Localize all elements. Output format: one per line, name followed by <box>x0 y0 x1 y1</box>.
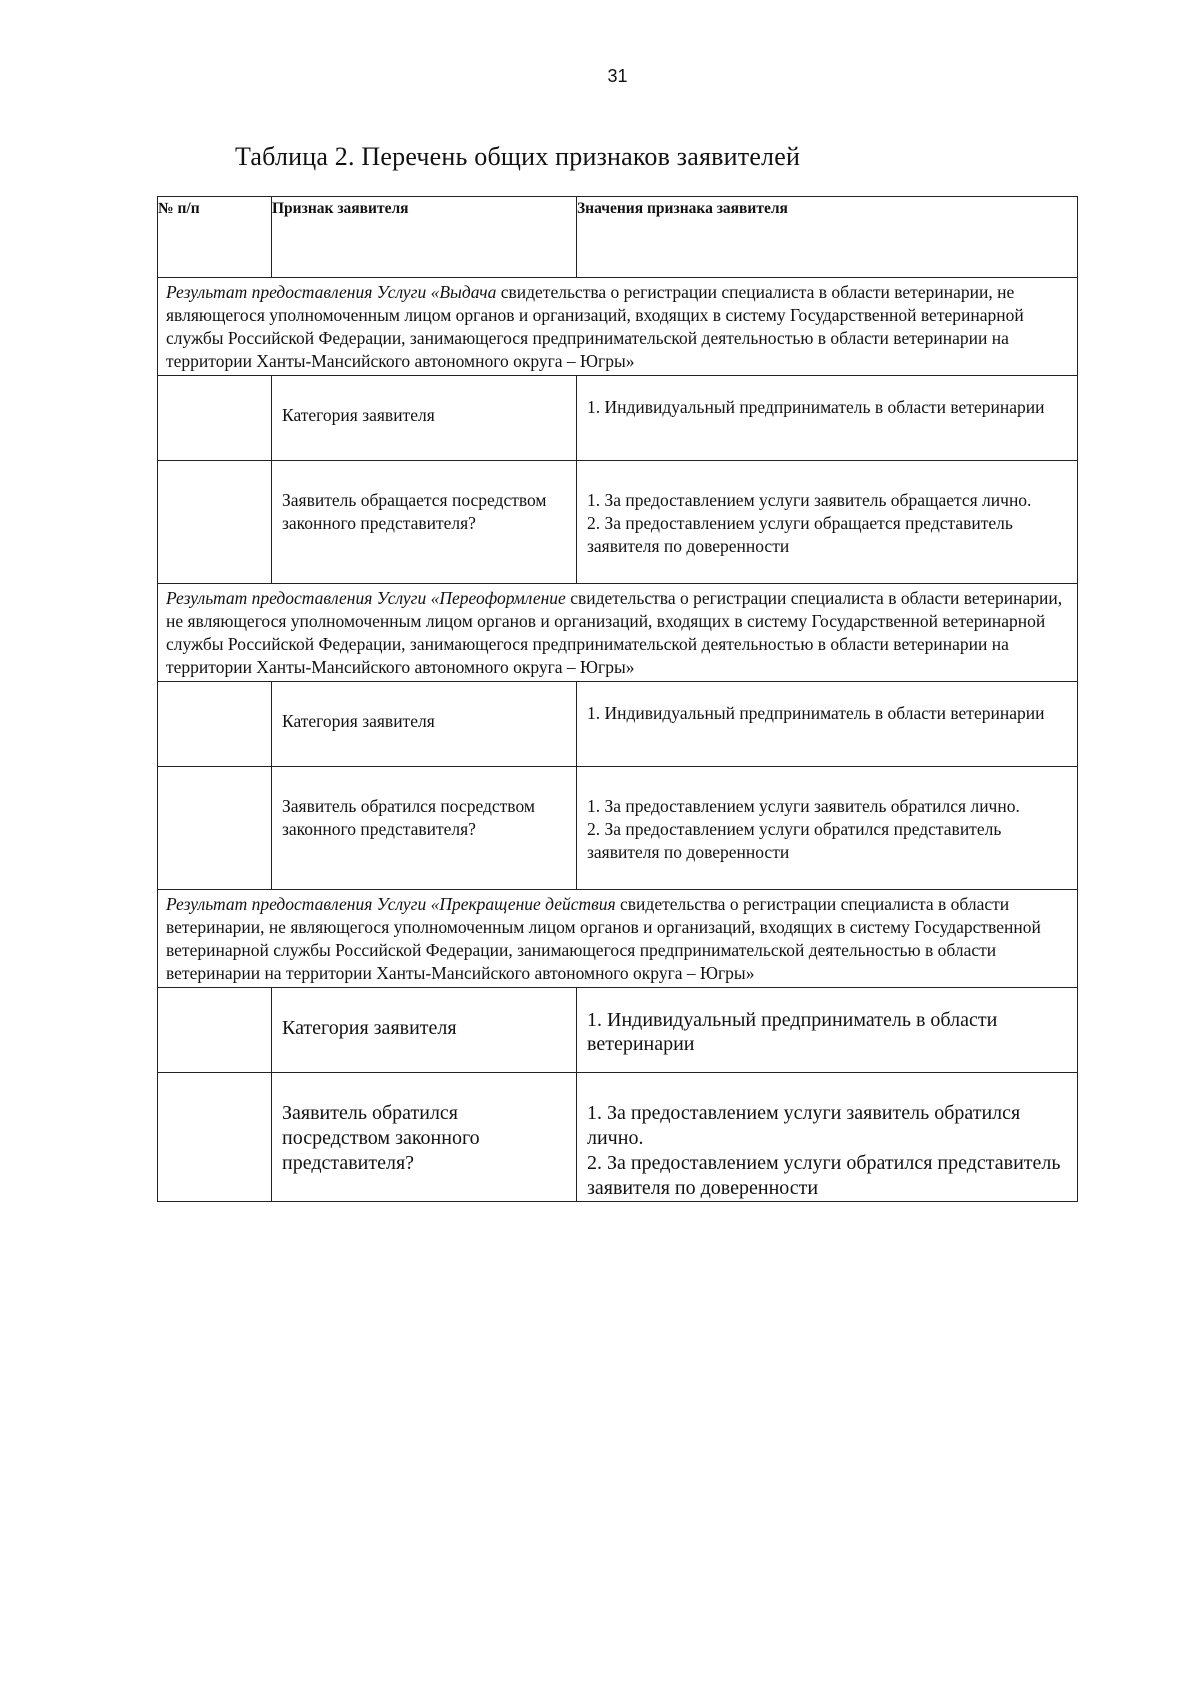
table-row <box>158 376 1078 461</box>
attribute-cell <box>272 461 577 584</box>
result-cell <box>158 584 1078 682</box>
attribute-value: 2. За предоставлением услуги обратился представитель заявителя по доверенности <box>587 819 1002 862</box>
value-cell <box>577 767 1078 890</box>
number-cell <box>158 988 272 1073</box>
page-number: 31 <box>607 66 628 86</box>
result-lead: Результат предоставления Услуги «Прекращение действия <box>166 894 616 914</box>
table-row <box>158 682 1078 767</box>
result-cell <box>158 278 1078 376</box>
attribute-cell <box>272 376 577 461</box>
value-cell <box>577 682 1078 767</box>
result-lead: Результат предоставления Услуги «Выдача <box>166 282 497 302</box>
applicant-attributes-table <box>157 196 1078 1202</box>
attribute-value: 2. За предоставлением услуги обращается представитель заявителя по доверенности <box>587 513 1013 556</box>
header-values: Значения признака заявителя <box>577 197 1078 278</box>
attribute-label: Заявитель обращается посредством законного представителя? <box>282 490 547 533</box>
attribute-value: 1. За предоставлением услуги заявитель обратился лично. <box>587 1102 1021 1149</box>
number-cell <box>158 376 272 461</box>
table-header-row <box>158 197 1078 278</box>
result-text: свидетельства о регистрации специалиста в области ветеринарии, не являющегося уполномоченным лицом органов и организаций, входящих в систему Государственной ветеринарной службы Российской Федерации, занимающегося предпринимательской деятельностью в области ветеринарии на территории Ханты-Мансийского автономного округа – Югры» <box>166 894 1041 983</box>
table-title: Таблица 2. Перечень общих признаков заявителей <box>235 142 801 171</box>
block-termination <box>158 890 1078 1202</box>
number-cell <box>158 767 272 890</box>
attribute-value: 1. За предоставлением услуги заявитель обратился лично. <box>587 796 1020 816</box>
attribute-cell <box>272 767 577 890</box>
number-cell <box>158 682 272 767</box>
result-cell <box>158 890 1078 988</box>
table-row <box>158 1073 1078 1202</box>
result-row <box>158 890 1078 988</box>
result-text: свидетельства о регистрации специалиста в области ветеринарии, не являющегося уполномоченным лицом органов и организаций, входящих в систему Государственной ветеринарной службы Российской Федерации, занимающегося предпринимательской деятельностью в области ветеринарии на территории Ханты-Мансийского автономного округа – Югры» <box>166 588 1063 677</box>
attribute-cell <box>272 1073 577 1202</box>
number-cell <box>158 1073 272 1202</box>
attribute-label: Заявитель обратился посредством законного представителя? <box>282 796 535 839</box>
value-cell <box>577 376 1078 461</box>
attribute-value: 1. Индивидуальный предприниматель в области ветеринарии <box>587 1009 998 1055</box>
result-row <box>158 278 1078 376</box>
table-row <box>158 767 1078 890</box>
attribute-label: Заявитель обратился посредством законного представителя? <box>282 1102 480 1174</box>
result-row <box>158 584 1078 682</box>
attribute-label: Категория заявителя <box>282 711 435 731</box>
header-number: № п/п <box>158 197 272 278</box>
attribute-cell <box>272 988 577 1073</box>
attribute-value: 2. За предоставлением услуги обратился представитель заявителя по доверенности <box>587 1152 1061 1199</box>
header-attribute: Признак заявителя <box>272 197 577 278</box>
number-cell <box>158 461 272 584</box>
block-issue <box>158 278 1078 584</box>
attribute-value: 1. Индивидуальный предприниматель в области ветеринарии <box>587 703 1045 723</box>
block-reissue <box>158 584 1078 890</box>
attribute-label: Категория заявителя <box>282 1017 457 1039</box>
attribute-cell <box>272 682 577 767</box>
result-text: свидетельства о регистрации специалиста в области ветеринарии, не являющегося уполномоченным лицом органов и организаций, входящих в систему Государственной ветеринарной службы Российской Федерации, занимающегося предпринимательской деятельностью в области ветеринарии на территории Ханты-Мансийского автономного округа – Югры» <box>166 282 1024 371</box>
attribute-value: 1. Индивидуальный предприниматель в области ветеринарии <box>587 397 1045 417</box>
table-row <box>158 461 1078 584</box>
value-cell <box>577 461 1078 584</box>
attribute-label: Категория заявителя <box>282 405 435 425</box>
value-cell <box>577 1073 1078 1202</box>
value-cell <box>577 988 1078 1073</box>
attribute-value: 1. За предоставлением услуги заявитель обращается лично. <box>587 490 1032 510</box>
table-row <box>158 988 1078 1073</box>
result-lead: Результат предоставления Услуги «Переоформление <box>166 588 566 608</box>
